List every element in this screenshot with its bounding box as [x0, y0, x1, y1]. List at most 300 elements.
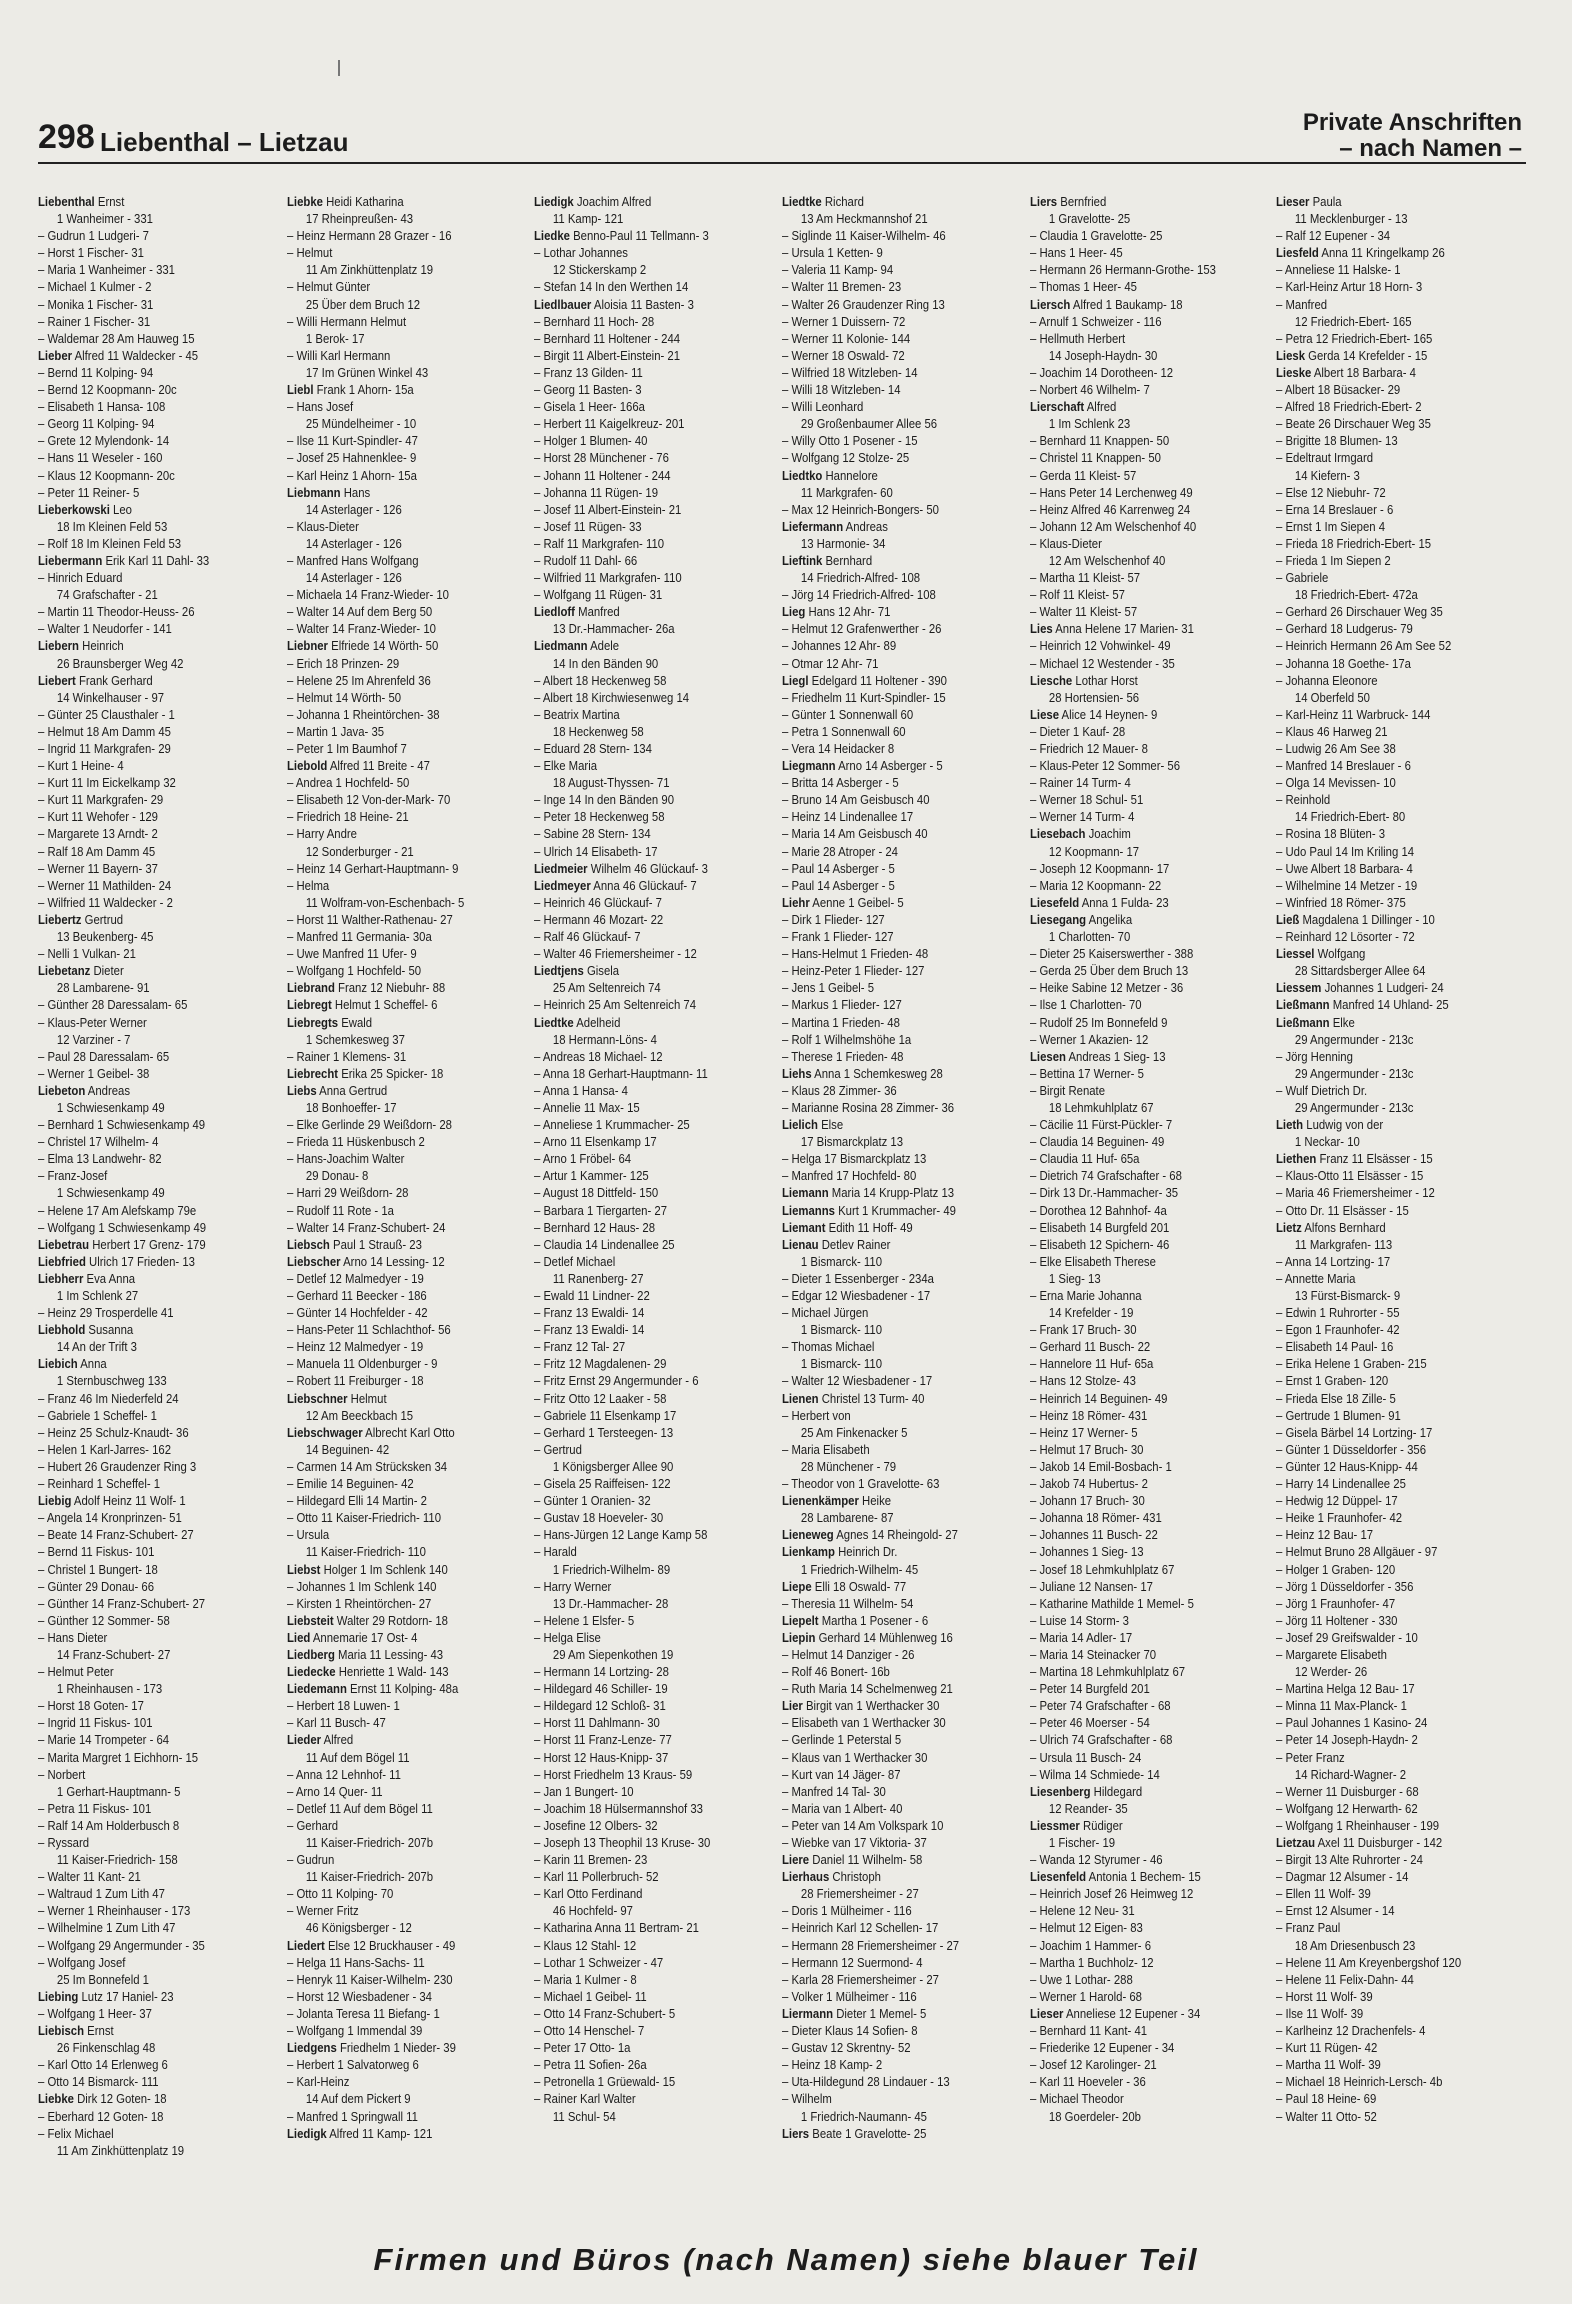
directory-entry: 25 Im Bonnefeld 1: [56, 1971, 149, 1987]
directory-entry: [1276, 672, 1488, 689]
entry-text: – Gabriele 11 Elsenkamp 17: [534, 1407, 677, 1423]
surname: Liemanns: [782, 1202, 835, 1218]
entry-text: – Werner 1 Akazien- 12: [1030, 1031, 1149, 1047]
entry-text: – Edgar 12 Wiesbadener - 17: [782, 1288, 931, 1303]
entry-text: – Heike 1 Fraunhofer- 42: [1276, 1510, 1403, 1526]
directory-entry: 13 Am Heckmannshof 21: [800, 211, 928, 227]
directory-entry: [534, 227, 746, 244]
entry-text: Susanna: [88, 1322, 134, 1338]
directory-entry: [1276, 2073, 1488, 2090]
entry-text: Andreas: [87, 1082, 131, 1098]
directory-entry: [38, 535, 250, 552]
directory-entry: [1276, 1971, 1488, 1988]
entry-text: – Kirsten 1 Rheintörchen- 27: [287, 1595, 432, 1611]
surname: Liedgens: [287, 2040, 337, 2056]
entry-text: – Annette Maria: [1276, 1270, 1356, 1286]
directory-entry: [38, 501, 250, 518]
entry-text: – Ryssard: [38, 1835, 90, 1850]
directory-entry: 11 Kaiser-Friedrich- 207b: [305, 1869, 434, 1885]
entry-text: Friedhelm 1 Nieder- 39: [339, 2040, 456, 2056]
directory-entry: 17 Rheinpreußen- 43: [305, 211, 414, 227]
directory-entry: 1 Fischer- 19: [1048, 1835, 1116, 1850]
directory-entry: [534, 1441, 746, 1458]
directory-entry: [782, 1749, 994, 1766]
directory-entry: [287, 706, 499, 723]
entry-text: – Horst 12 Wiesbadener - 34: [287, 1988, 432, 2004]
directory-entry: [782, 2073, 994, 2090]
entry-text: – Claudia 14 Beguinen- 49: [1030, 1134, 1165, 1150]
entry-text: – Thomas Michael: [782, 1339, 875, 1355]
directory-entry: [1276, 1919, 1488, 1936]
directory-entry: 14 Friedrich-Ebert- 80: [1294, 809, 1406, 825]
entry-text: – Georg 11 Kolping- 94: [38, 416, 155, 432]
directory-entry: [1030, 586, 1242, 603]
directory-entry: [1276, 1424, 1488, 1441]
directory-entry: [1030, 655, 1242, 672]
entry-text: Arno 14 Lessing- 12: [343, 1253, 445, 1269]
directory-entry: [534, 1543, 746, 1560]
directory-entry: [38, 1629, 250, 1646]
surname: Liebetrau: [38, 1236, 90, 1252]
entry-text: – Willy Otto 1 Posener - 15: [782, 433, 918, 449]
entry-text: – Siglinde 11 Kaiser-Wilhelm- 46: [782, 228, 946, 244]
entry-text: – Harry Andre: [287, 826, 357, 842]
directory-entry: [287, 518, 499, 535]
directory-entry: 1 Bismarck- 110: [800, 1322, 883, 1338]
directory-entry: [38, 227, 250, 244]
directory-entry: 13 Dr.-Hammacher- 28: [552, 1595, 669, 1611]
directory-entry: [534, 1697, 746, 1714]
entry-text: – Manfred: [1276, 296, 1328, 312]
directory-entry: [38, 1202, 250, 1219]
entry-text: – Heinrich Karl 12 Schellen- 17: [782, 1920, 939, 1936]
directory-entry: 18 Hermann-Löns- 4: [552, 1031, 657, 1047]
entry-text: – Gerhard 18 Ludgerus- 79: [1276, 621, 1413, 637]
entry-text: – Carmen 14 Am Strücksken 34: [287, 1458, 448, 1474]
entry-text: – Petra 11 Sofien- 26a: [534, 2057, 647, 2073]
entry-text: – Hans-Joachim Walter: [287, 1151, 405, 1167]
entry-text: – Frank 1 Flieder- 127: [782, 929, 894, 945]
directory-entry: [1276, 1355, 1488, 1372]
entry-text: – Ludwig 26 Am See 38: [1276, 741, 1396, 756]
surname: Lienkamp: [782, 1544, 835, 1560]
entry-text: – Wolfgang 1 Rheinhauser - 199: [1276, 1817, 1440, 1833]
surname: Lierschaft: [1030, 399, 1085, 415]
entry-text: Hildegard: [1093, 1783, 1143, 1799]
entry-text: – Werner 18 Schul- 51: [1030, 792, 1144, 808]
directory-entry: [534, 1834, 746, 1851]
directory-entry: [534, 449, 746, 466]
directory-entry: 28 Sittardsberger Allee 64: [1294, 963, 1426, 979]
directory-entry: 11 Markgrafen- 60: [800, 484, 893, 500]
directory-entry: [1276, 2022, 1488, 2039]
directory-entry: [534, 1851, 746, 1868]
entry-text: – Frieda Else 18 Zille- 5: [1276, 1390, 1396, 1406]
directory-entry: [1030, 1236, 1242, 1253]
entry-text: – Max 12 Heinrich-Bongers- 50: [782, 501, 939, 517]
entry-text: – Karl-Heinz Artur 18 Horn- 3: [1276, 279, 1423, 295]
entry-text: Alfred 11 Kamp- 121: [329, 2125, 433, 2141]
entry-text: – Johann 17 Bruch- 30: [1030, 1493, 1145, 1509]
directory-entry: [534, 1629, 746, 1646]
directory-entry: 12 Stickerskamp 2: [552, 262, 647, 278]
surname: Liermann: [782, 2005, 834, 2021]
entry-text: – Hermann 14 Lortzing- 28: [534, 1664, 669, 1680]
entry-text: – Gisela Bärbel 14 Lortzing- 17: [1276, 1424, 1433, 1440]
entry-text: – Helmut Bruno 28 Allgäuer - 97: [1276, 1544, 1438, 1560]
entry-text: – Walter 14 Auf dem Berg 50: [287, 604, 433, 620]
directory-entry: [534, 1868, 746, 1885]
entry-text: – Cäcilie 11 Fürst-Pückler- 7: [1030, 1117, 1173, 1133]
entry-text: Christel 13 Turm- 40: [821, 1390, 925, 1406]
entry-text: – Walter 11 Kant- 21: [38, 1869, 141, 1885]
directory-entry: [38, 877, 250, 894]
surname: Lierhaus: [782, 1869, 830, 1885]
directory-entry: 25 Über dem Bruch 12: [305, 296, 421, 312]
entry-text: – Dirk 1 Flieder- 127: [782, 911, 885, 927]
directory-entry: [782, 586, 994, 603]
surname: Liedigk: [287, 2125, 327, 2141]
entry-text: – Edeltraut Irmgard: [1276, 450, 1374, 466]
directory-entry: [534, 1150, 746, 1167]
entry-text: – Elisabeth 14 Burgfeld 201: [1030, 1219, 1170, 1235]
directory-entry: [1276, 1321, 1488, 1338]
directory-entry: [782, 467, 994, 484]
directory-entry: [1030, 1253, 1242, 1270]
entry-text: – Albert 18 Kirchwiesenweg 14: [534, 689, 690, 705]
directory-entry: [782, 2125, 994, 2142]
entry-text: – Otto 14 Henschel- 7: [534, 2023, 645, 2039]
directory-entry: [534, 1612, 746, 1629]
directory-entry: [782, 347, 994, 364]
entry-text: – Angela 14 Kronprinzen- 51: [38, 1510, 182, 1526]
entry-text: – Egon 1 Fraunhofer- 42: [1276, 1322, 1400, 1338]
entry-text: – Heinz Hermann 28 Grazer - 16: [287, 228, 452, 244]
surname: Liersch: [1030, 296, 1071, 312]
entry-text: – Manfred 14 Tal- 30: [782, 1783, 886, 1799]
entry-text: Herbert 17 Grenz- 179: [92, 1236, 206, 1252]
entry-text: Joachim Alfred: [576, 194, 652, 209]
entry-text: – Franz 13 Ewaldi- 14: [534, 1305, 645, 1321]
entry-text: – Johannes 12 Ahr- 89: [782, 638, 897, 654]
directory-entry: [782, 381, 994, 398]
directory-entry: [534, 296, 746, 313]
directory-entry: [1276, 1817, 1488, 1834]
entry-text: – Franz 13 Gilden- 11: [534, 364, 643, 380]
entry-text: – Wiebke van 17 Viktoria- 37: [782, 1835, 927, 1850]
entry-text: Dirk 12 Goten- 18: [77, 2091, 167, 2107]
directory-entry: [782, 774, 994, 791]
entry-text: – Horst 18 Goten- 17: [38, 1698, 144, 1714]
entry-text: Anneliese 12 Eupener - 34: [1065, 2005, 1201, 2021]
directory-entry: 1 Sternbuschweg 133: [56, 1373, 167, 1389]
entry-text: – Friederike 12 Eupener - 34: [1030, 2040, 1175, 2056]
directory-entry: [1276, 1561, 1488, 1578]
directory-entry: [782, 1407, 994, 1424]
directory-entry: 1 Berok- 17: [305, 330, 365, 346]
entry-text: – Uwe Manfred 11 Ufer- 9: [287, 946, 417, 962]
directory-entry: [287, 1663, 499, 1680]
surname: Liessmer: [1030, 1817, 1080, 1833]
directory-entry: [1276, 518, 1488, 535]
entry-text: Adele: [590, 638, 620, 654]
directory-entry: [38, 381, 250, 398]
directory-entry: [534, 825, 746, 842]
entry-text: Alfred 11 Breite - 47: [329, 758, 430, 774]
entry-text: – Wilhelmine 1 Zum Lith 47: [38, 1920, 176, 1936]
directory-entry: [782, 979, 994, 996]
surname: Liessem: [1276, 980, 1322, 996]
entry-text: – Ilse 11 Kurt-Spindler- 47: [287, 433, 418, 449]
entry-text: – Hermann 46 Mozart- 22: [534, 911, 664, 927]
directory-entry: 29 Donau- 8: [305, 1168, 369, 1184]
directory-entry: 18 Lehmkuhlplatz 67: [1048, 1099, 1154, 1115]
entry-text: – Alfred 18 Friedrich-Ebert- 2: [1276, 399, 1422, 415]
directory-entry: [782, 1150, 994, 1167]
directory-entry: [1030, 1851, 1242, 1868]
surname: Liebermann: [38, 552, 103, 568]
directory-entry: [1276, 415, 1488, 432]
directory-entry: 1 Gravelotte- 25: [1048, 211, 1131, 227]
entry-text: – Heinz 17 Werner- 5: [1030, 1424, 1138, 1440]
entry-text: – Martha 11 Wolf- 39: [1276, 2057, 1381, 2073]
entry-text: – Horst 11 Walther-Rathenau- 27: [287, 911, 453, 927]
directory-entry: [38, 1919, 250, 1936]
entry-text: Wolfgang: [1317, 946, 1366, 962]
directory-entry: [782, 1441, 994, 1458]
entry-text: – Paul 14 Asberger - 5: [782, 860, 895, 876]
surname: Lietz: [1276, 1219, 1302, 1235]
page-number: 298: [38, 118, 95, 156]
directory-entry: [1276, 1543, 1488, 1560]
entry-text: – Helga 11 Hans-Sachs- 11: [287, 1954, 425, 1970]
entry-text: – Klaus van 1 Werthacker 30: [782, 1749, 928, 1765]
directory-entry: [287, 2073, 499, 2090]
directory-entry: [1030, 1338, 1242, 1355]
entry-text: – Nelli 1 Vulkan- 21: [38, 946, 136, 962]
entry-text: – Johanna 18 Römer- 431: [1030, 1510, 1162, 1526]
directory-entry: [1030, 757, 1242, 774]
entry-text: – Helene 25 Im Ahrenfeld 36: [287, 672, 431, 688]
directory-entry: [534, 415, 746, 432]
entry-text: – Harri 29 Weißdorn- 28: [287, 1185, 409, 1201]
entry-text: – Heinz 18 Kamp- 2: [782, 2057, 883, 2073]
directory-entry: [782, 1304, 994, 1321]
entry-text: – Hans-Peter 11 Schlachthof- 56: [287, 1322, 451, 1338]
directory-entry: [534, 347, 746, 364]
directory-entry: [534, 1116, 746, 1133]
entry-text: Rüdiger: [1082, 1817, 1123, 1833]
surname: Liebert: [38, 672, 76, 688]
directory-entry: 12 Reander- 35: [1048, 1800, 1128, 1816]
entry-text: – Wilhelmine 14 Metzer - 19: [1276, 877, 1418, 893]
directory-entry: [38, 706, 250, 723]
directory-entry: [782, 552, 994, 569]
entry-text: – Therese 1 Frieden- 48: [782, 1048, 904, 1064]
entry-text: – Ingrid 11 Markgrafen- 29: [38, 741, 171, 756]
entry-text: – Helmut 17 Bruch- 30: [1030, 1441, 1144, 1457]
entry-text: – Willi Hermann Helmut: [287, 313, 407, 329]
surname: Liebsch: [287, 1236, 330, 1252]
entry-text: – Helene 11 Am Kreyenbergshof 120: [1276, 1954, 1462, 1970]
directory-entry: 1 Im Schlenk 27: [56, 1288, 139, 1303]
directory-entry: 1 Friedrich-Wilhelm- 45: [800, 1561, 919, 1577]
entry-text: – Dagmar 12 Alsumer - 14: [1276, 1869, 1409, 1885]
entry-text: – Karl Otto 14 Erlenweg 6: [38, 2057, 168, 2073]
entry-text: – Ralf 11 Markgrafen- 110: [534, 535, 665, 551]
directory-entry: [38, 1253, 250, 1270]
directory-entry: [782, 791, 994, 808]
entry-text: Antonia 1 Bechem- 15: [1088, 1869, 1201, 1885]
entry-text: – Peter 74 Grafschafter - 68: [1030, 1698, 1171, 1714]
directory-entry: [534, 945, 746, 962]
directory-entry: 12 Koopmann- 17: [1048, 843, 1140, 859]
entry-text: – Willi Leonhard: [782, 399, 864, 415]
directory-entry: [1030, 1390, 1242, 1407]
directory-entry: [534, 808, 746, 825]
directory-entry: [1030, 2056, 1242, 2073]
directory-entry: [534, 330, 746, 347]
entry-text: Aloisia 11 Basten- 3: [593, 296, 694, 312]
surname: Lieser: [1030, 2005, 1064, 2021]
entry-text: – Manfred 17 Hochfeld- 80: [782, 1168, 917, 1184]
directory-entry: [534, 1492, 746, 1509]
directory-entry: [782, 432, 994, 449]
directory-entry: [1030, 1663, 1242, 1680]
directory-entry: [1030, 1919, 1242, 1936]
directory-entry: [38, 1868, 250, 1885]
directory-entry: [782, 1766, 994, 1783]
entry-text: Anna Helene 17 Marien- 31: [1055, 621, 1194, 637]
entry-text: – Ralf 46 Glückauf- 7: [534, 929, 641, 945]
entry-text: Andreas 1 Sieg- 13: [1068, 1048, 1166, 1064]
entry-text: – Franz-Josef: [38, 1168, 108, 1184]
entry-text: – Gabriele 1 Scheffel- 1: [38, 1407, 157, 1423]
entry-text: – Helmut 14 Danziger - 26: [782, 1646, 915, 1662]
directory-entry: 18 Im Kleinen Feld 53: [56, 518, 168, 534]
surname: Liebfried: [38, 1253, 86, 1269]
entry-text: – Gustav 18 Hoeveler- 30: [534, 1510, 664, 1526]
entry-text: – Maria 46 Friemersheimer - 12: [1276, 1185, 1435, 1201]
directory-entry: [287, 1065, 499, 1082]
entry-text: – Heinz 29 Trosperdelle 41: [38, 1305, 174, 1321]
entry-text: Benno-Paul 11 Tellmann- 3: [573, 228, 709, 244]
surname: Liedtke: [534, 1014, 574, 1030]
entry-text: Franz 12 Niebuhr- 88: [338, 980, 446, 996]
surname: Liesk: [1276, 347, 1306, 363]
entry-text: – Hedwig 12 Düppel- 17: [1276, 1493, 1398, 1509]
entry-text: – Josef 18 Lehmkuhlplatz 67: [1030, 1561, 1175, 1577]
directory-entry: [287, 1595, 499, 1612]
entry-text: – Horst 1 Fischer- 31: [38, 245, 144, 261]
entry-text: – Heinrich 25 Am Seltenreich 74: [534, 997, 697, 1013]
directory-entry: [1276, 928, 1488, 945]
entry-text: – Helene 17 Am Alefskamp 79e: [38, 1202, 197, 1218]
entry-text: – Uwe Albert 18 Barbara- 4: [1276, 860, 1413, 876]
entry-text: – Johanna 1 Rheintörchen- 38: [287, 706, 440, 722]
directory-entry: [38, 1561, 250, 1578]
directory-entry: 14 Oberfeld 50: [1294, 689, 1370, 705]
directory-entry: 28 Münchener - 79: [800, 1458, 897, 1474]
entry-text: – Birgit 13 Alte Ruhrorter - 24: [1276, 1852, 1423, 1868]
directory-entry: [1030, 364, 1242, 381]
entry-text: – Beate 26 Dirschauer Weg 35: [1276, 416, 1431, 432]
entry-text: Ulrich 17 Frieden- 13: [89, 1253, 195, 1269]
entry-text: – Maria 12 Koopmann- 22: [1030, 877, 1162, 893]
entry-text: – Bernd 11 Kolping- 94: [38, 364, 154, 380]
directory-entry: [38, 791, 250, 808]
directory-entry: [287, 1988, 499, 2005]
entry-text: – Johann 11 Holtener - 244: [534, 467, 671, 483]
directory-entry: [534, 2056, 746, 2073]
entry-text: Magdalena 1 Dillinger - 10: [1302, 911, 1435, 927]
header-rule: [38, 162, 1526, 164]
directory-entry: [782, 1492, 994, 1509]
directory-entry: [1276, 1851, 1488, 1868]
entry-text: – Herbert 11 Kaigelkreuz- 201: [534, 416, 685, 432]
directory-entry: [1276, 364, 1488, 381]
surname: Lieske: [1276, 364, 1312, 380]
directory-entry: [1276, 1441, 1488, 1458]
directory-entry: [534, 1321, 746, 1338]
directory-entry: [534, 637, 746, 654]
entry-text: – Horst 11 Dahlmann- 30: [534, 1715, 660, 1731]
directory-entry: [1030, 1458, 1242, 1475]
directory-entry: [782, 1834, 994, 1851]
surname: Liebrand: [287, 980, 335, 996]
directory-entry: [1276, 398, 1488, 415]
entry-text: – Ursula 1 Ketten- 9: [782, 245, 883, 261]
entry-text: – Birgit Renate: [1030, 1082, 1106, 1098]
entry-text: – Karl 11 Hoeveler - 36: [1030, 2074, 1146, 2090]
directory-entry: [38, 996, 250, 1013]
entry-text: – Wanda 12 Styrumer - 46: [1030, 1852, 1163, 1868]
entry-text: Anna Gertrud: [319, 1082, 388, 1098]
directory-entry: [1276, 1219, 1488, 1236]
directory-entry: [534, 1099, 746, 1116]
directory-entry: 14 Richard-Wagner- 2: [1294, 1766, 1407, 1782]
entry-text: Edith 11 Hoff- 49: [828, 1219, 913, 1235]
directory-entry: [1030, 193, 1242, 210]
entry-text: – Günter 1 Sonnenwall 60: [782, 706, 914, 722]
entry-text: – Kurt 11 Rügen- 42: [1276, 2040, 1378, 2056]
directory-entry: [1276, 227, 1488, 244]
directory-entry: [38, 2090, 250, 2107]
directory-entry: [1276, 791, 1488, 808]
directory-entry: [1276, 449, 1488, 466]
surname: Liesen: [1030, 1048, 1066, 1064]
entry-text: – Peter 18 Heckenweg 58: [534, 809, 665, 825]
directory-entry: [1276, 1458, 1488, 1475]
directory-entry: 11 Kaiser-Friedrich- 158: [56, 1852, 178, 1868]
entry-text: Anna 11 Kringelkamp 26: [1321, 245, 1445, 261]
entry-text: Axel 11 Duisburger - 142: [1317, 1835, 1443, 1850]
entry-text: – Hans-Jürgen 12 Lange Kamp 58: [534, 1527, 708, 1543]
directory-entry: [1030, 1749, 1242, 1766]
directory-entry: 14 Friedrich-Alfred- 108: [800, 570, 921, 586]
entry-text: Ernst: [87, 2023, 114, 2039]
entry-text: – Britta 14 Asberger - 5: [782, 775, 899, 791]
directory-entry: [534, 1800, 746, 1817]
directory-entry: [1276, 1253, 1488, 1270]
surname: Liegmann: [782, 758, 836, 774]
directory-entry: [287, 1783, 499, 1800]
directory-entry: [287, 227, 499, 244]
entry-text: – Albert 18 Büsacker- 29: [1276, 382, 1401, 398]
directory-entry: [287, 740, 499, 757]
entry-text: – Reinhard 1 Scheffel- 1: [38, 1476, 161, 1492]
directory-entry: [782, 398, 994, 415]
